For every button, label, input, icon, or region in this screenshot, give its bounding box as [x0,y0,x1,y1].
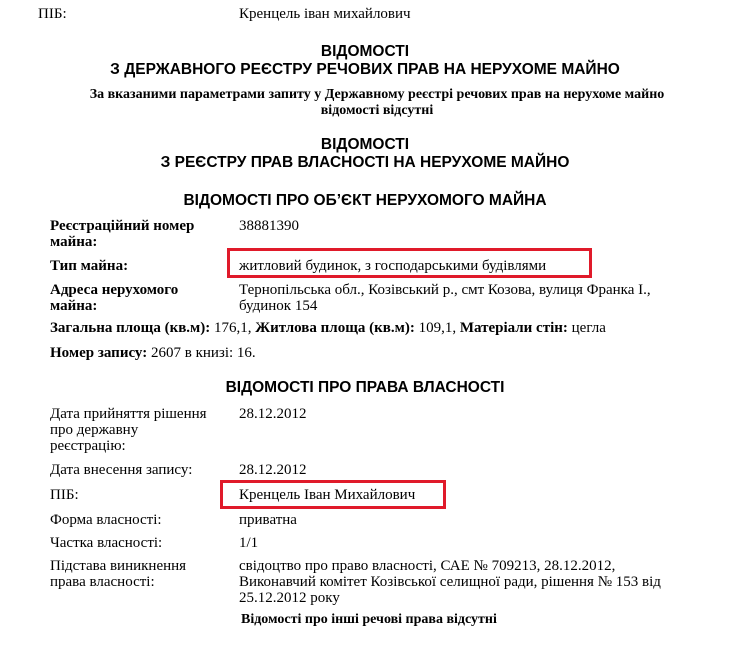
decision-date-label-2: про державну [50,422,139,438]
living-area-value: 109,1, [418,320,457,336]
record-number-label: Номер запису: [50,345,148,361]
ownership-share-label: Частка власності: [50,535,163,551]
address-label-2: майна: [50,298,98,314]
entry-date-label: Дата внесення запису: [50,462,193,478]
address-value-1: Тернопільська обл., Козівський р., смт Козова, вулиця Франка І., [239,282,651,298]
other-rights-footer: Відомості про інші речові права відсутні [241,612,497,627]
owner-name-highlight [220,480,446,509]
section1-title-2: З ДЕРЖАВНОГО РЕЄСТРУ РЕЧОВИХ ПРАВ НА НЕРУХОМЕ МАЙНО [110,61,620,78]
object-title: ВІДОМОСТІ ПРО ОБ’ЄКТ НЕРУХОМОГО МАЙНА [183,192,547,209]
top-pib-label: ПІБ: [38,6,67,22]
reg-number-label-1: Реєстраційний номер [50,218,195,234]
owner-name-value: Кренцель Іван Михайлович [239,487,416,503]
decision-date-value: 28.12.2012 [239,406,307,422]
section2-title-1: ВІДОМОСТІ [320,136,410,153]
area-line [50,320,606,337]
reg-number-label-2: майна: [50,234,98,250]
decision-date-label-1: Дата прийняття рішення [50,406,207,422]
decision-date-label-3: реєстрацію: [50,438,126,454]
ownership-form-label: Форма власності: [50,512,162,528]
basis-label-1: Підстава виникнення [50,558,187,574]
property-type-highlight [227,248,592,278]
basis-value-2: Виконавчий комітет Козівської селищної ради, рішення № 153 від [239,574,661,590]
address-label-1: Адреса нерухомого [50,282,179,298]
record-number-value: 2607 в книзі: 16. [150,345,256,361]
record-line [50,345,256,362]
section1-note-2: відомості відсутні [320,103,434,118]
basis-value-1: свідоцтво про право власності, САЕ № 709213, 28.12.2012, [239,558,616,574]
reg-number-value: 38881390 [239,218,299,234]
section1-note-1: За вказаними параметрами запиту у Державному реєстрі речових прав на нерухоме майно [89,87,665,102]
wall-materials-value: цегла [571,320,606,336]
top-pib-value: Кренцель іван михайлович [239,6,411,22]
basis-value-3: 25.12.2012 року [239,590,340,606]
entry-date-value: 28.12.2012 [239,462,307,478]
total-area-value: 176,1, [214,320,252,336]
basis-label-2: права власності: [50,574,155,590]
property-type-label: Тип майна: [50,258,129,274]
total-area-label: Загальна площа (кв.м): [50,320,211,336]
property-type-value: житловий будинок, з господарськими будівлями [239,258,547,274]
ownership-share-value: 1/1 [239,535,259,551]
ownership-form-value: приватна [239,512,297,528]
ownership-title: ВІДОМОСТІ ПРО ПРАВА ВЛАСНОСТІ [225,379,505,396]
address-value-2: будинок 154 [239,298,318,314]
owner-name-label: ПІБ: [50,487,79,503]
living-area-label: Житлова площа (кв.м): [255,320,415,336]
wall-materials-label: Матеріали стін: [459,320,568,336]
section1-title-1: ВІДОМОСТІ [320,43,410,60]
section2-title-2: З РЕЄСТРУ ПРАВ ВЛАСНОСТІ НА НЕРУХОМЕ МАЙНО [160,154,570,171]
